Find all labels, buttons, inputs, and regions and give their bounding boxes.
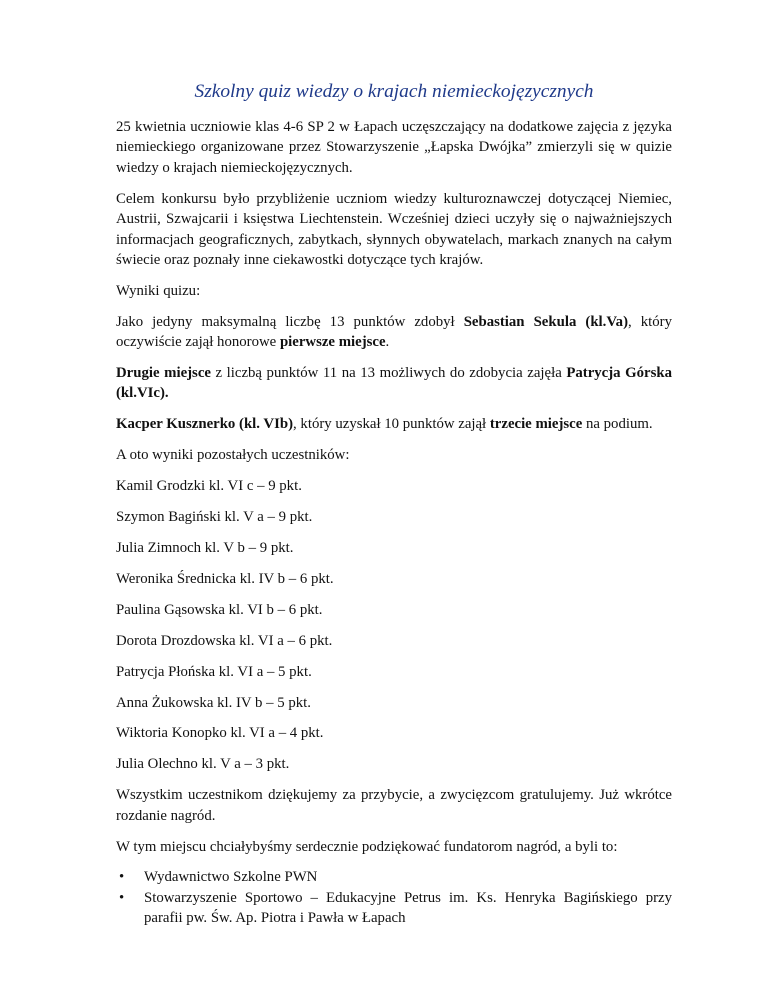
result-item: Patrycja Płońska kl. VI a – 5 pkt. — [116, 663, 312, 680]
sponsors-heading: W tym miejscu chciałybyśmy serdecznie podziękować fundatorom nagród, a byli to: — [116, 838, 618, 855]
second-place-winner: Patrycja Górska (kl.VIc). — [116, 365, 672, 402]
result-item: Julia Olechno kl. V a – 3 pkt. — [116, 756, 290, 773]
result-item: Weronika Średnicka kl. IV b – 6 pkt. — [116, 570, 334, 587]
third-place-label: trzecie miejsce — [489, 416, 583, 433]
first-place-winner: Sebastian Sekula (kl.Va) — [463, 313, 629, 330]
third-middle: , który uzyskał 10 punktów zajął — [293, 416, 490, 433]
result-item: Dorota Drozdowska kl. VI a – 6 pkt. — [116, 632, 333, 649]
third-place-winner: Kacper Kusznerko (kl. VIb) — [116, 416, 294, 433]
third-place-paragraph — [116, 414, 672, 434]
sponsor-item — [116, 888, 672, 929]
goal-paragraph: Celem konkursu było przybliżenie uczniom wiedzy kulturoznawczej dotyczącej Niemiec, Austrii, Szwajcarii i księstwa Liechtenstein. Wcześniej dzieci uczyły się o najważniejszych informacjach geograficznych, zabytkach, słynnych obywatelach, markach znanych na całym świecie oraz poznały inne ciekawostki dotyczące tych krajów. — [116, 190, 672, 268]
thanks-paragraph: Wszystkim uczestnikom dziękujemy za przybycie, a zwycięzcom gratulujemy. Już wkrótce rozdanie nagród. — [116, 787, 672, 824]
intro-paragraph: 25 kwietnia uczniowie klas 4-6 SP 2 w Łapach uczęszczający na dodatkowe zajęcia z języka niemieckiego organizowane przez Stowarzyszenie „Łapska Dwójka” zmierzyli się w quizie wiedzy o krajach niemieckojęzycznych. — [116, 119, 672, 176]
results-heading: Wyniki quizu: — [116, 282, 201, 299]
other-results-list — [116, 476, 672, 775]
sponsor-name: Wydawnictwo Szkolne PWN — [144, 869, 318, 886]
sponsor-item — [116, 867, 672, 887]
document-page — [116, 80, 672, 929]
result-item: Kamil Grodzki kl. VI c – 9 pkt. — [116, 478, 302, 495]
first-prefix: Jako jedyny maksymalną liczbę 13 punktów zdobył — [116, 313, 464, 330]
third-suffix: na podium. — [582, 416, 653, 433]
bullet-icon: • — [119, 869, 125, 886]
document-title: Szkolny quiz wiedzy o krajach niemieckojęzycznych — [194, 81, 594, 102]
sponsor-name: Stowarzyszenie Sportowo – Edukacyjne Petrus im. Ks. Henryka Bagińskiego przy parafii pw. Św. Ap. Piotra i Pawła w Łapach — [144, 889, 672, 927]
first-suffix: . — [385, 334, 390, 351]
sponsors-list — [116, 867, 672, 928]
result-item: Wiktoria Konopko kl. VI a – 4 pkt. — [116, 725, 324, 742]
first-middle: , który oczywiście zajął honorowe — [116, 313, 672, 351]
bullet-icon: • — [119, 889, 125, 906]
first-place-label: pierwsze miejsce — [279, 334, 386, 351]
others-heading: A oto wyniki pozostałych uczestników: — [116, 447, 350, 464]
result-item: Paulina Gąsowska kl. VI b – 6 pkt. — [116, 601, 323, 618]
first-place-paragraph — [116, 312, 672, 353]
second-place-paragraph — [116, 363, 672, 404]
second-place-label: Drugie miejsce — [116, 365, 211, 382]
second-middle: z liczbą punktów 11 na 13 możliwych do zdobycia zajęła — [210, 365, 567, 382]
result-item: Szymon Bagiński kl. V a – 9 pkt. — [116, 509, 313, 526]
result-item: Julia Zimnoch kl. V b – 9 pkt. — [116, 540, 294, 556]
result-item: Anna Żukowska kl. IV b – 5 pkt. — [116, 694, 311, 711]
